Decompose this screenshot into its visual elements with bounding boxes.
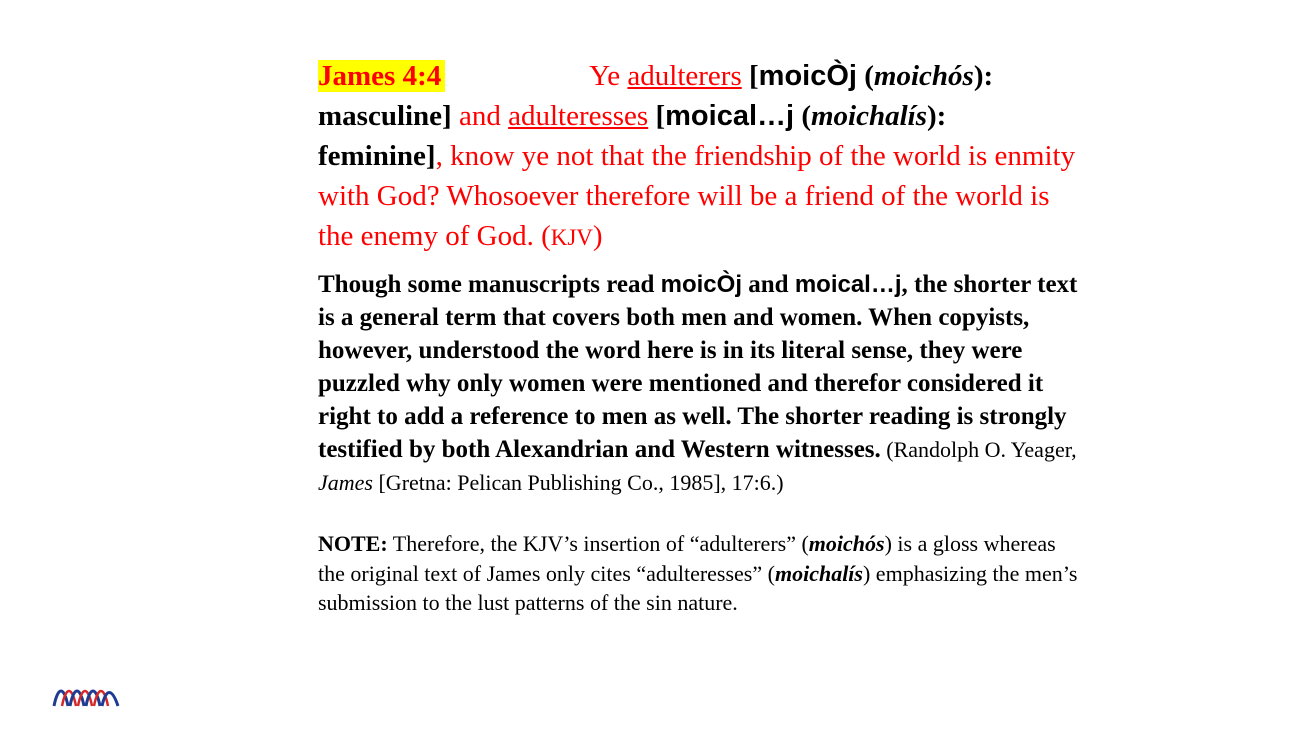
gender-feminine: feminine] [318,140,436,172]
note-label: NOTE: [318,531,388,556]
translit-moichalis: moichalís [811,100,928,132]
verse-paren-open-2: ( [794,100,811,132]
translit-moichos: moichós [873,60,974,92]
citation-pre: (Randolph O. Yeager, [880,437,1077,462]
verse-block [318,56,1078,258]
note-part-2: ) is a gloss whereas the original text of James only cites “adulteresses” ( [318,531,1056,586]
citation-post: [Gretna: Pelican Publishing Co., 1985], 17:6.) [372,470,784,495]
verse-paren-open-1: ( [856,60,874,92]
verse-bracket-open-1: [ [749,60,759,92]
wave-logo-icon [52,680,120,710]
note-paragraph [318,529,1078,618]
commentary-quote [318,268,1078,499]
verse-bracket-open-2: [ [655,100,666,132]
verse-version: KJV [550,225,593,250]
quote-greek-moichalis: moical…j [794,271,902,298]
verse-word-adulteresses: adulteresses [508,100,649,132]
greek-word-moichalis: moical…j [665,100,795,132]
greek-word-moichos: moicÒj [758,60,857,92]
gender-masculine: masculine] [318,100,452,132]
verse-paren-close-2: ): [927,100,947,132]
note-term-moichos: moichós [808,531,885,556]
quote-part-1: Though some manuscripts read [318,271,661,298]
quote-greek-moichos: moicÒj [660,271,742,298]
verse-rest: , know ye not that the friendship of the world is enmity with God? Whosoever therefore will be a friend of the world is the enemy of God. ( [318,140,1076,252]
note-part-1: Therefore, the KJV’s insertion of “adulterers” ( [387,531,809,556]
verse-paren-close-1: ): [973,60,994,92]
verse-reference: James 4:4 [318,60,445,92]
verse-word-adulterers: adulterers [627,60,742,92]
note-term-moichalis: moichalís [774,560,863,586]
slide-content [318,56,1078,618]
verse-close: ) [592,220,603,252]
verse-ye: Ye [589,60,621,92]
citation-title: James [318,470,373,495]
verse-and: and [451,100,509,132]
quote-part-3: , the shorter text is a general term that covers both men and women. When copyists, however, understood the word here is in its literal sense, they were puzzled why only women were mentioned and therefor considered it right to add a reference to men as well. The shorter reading is strongly testified by both Alexandrian and Western witnesses. [318,271,1078,463]
note-part-3: ) emphasizing the men’s submission to the lust patterns of the sin nature. [318,560,1078,615]
quote-part-2: and [742,271,795,298]
